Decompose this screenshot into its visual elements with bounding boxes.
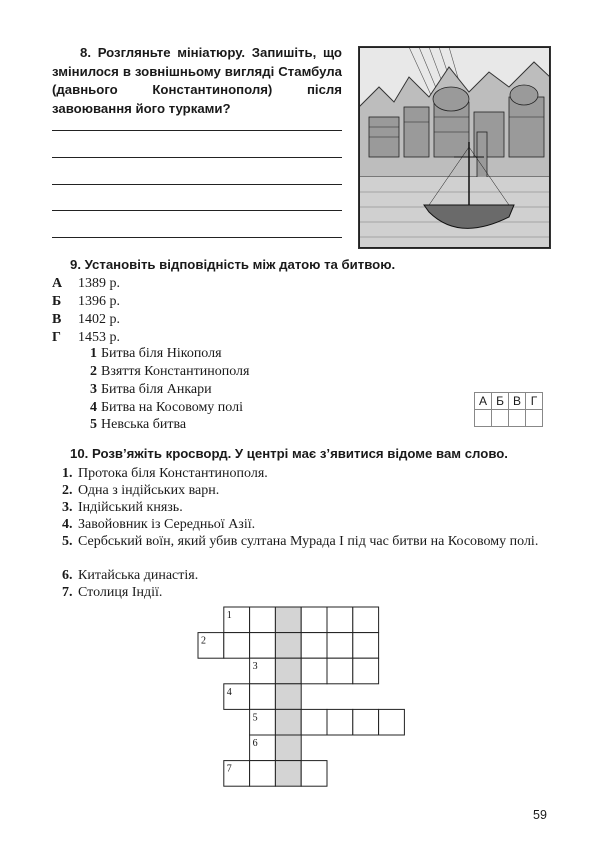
crossword-row-number: 4 — [226, 686, 232, 698]
crossword-cell[interactable] — [379, 709, 405, 735]
crossword-row-number: 2 — [201, 635, 206, 647]
crossword-cell[interactable] — [353, 607, 379, 633]
clue-number: 4. — [62, 517, 73, 532]
task-8-question: Розгляньте мініатюру. Запишіть, що змінилося в зовнішньому вигляді Стамбула (давнього Константинополя) після завоювання його турками? — [52, 45, 342, 116]
crossword-cell[interactable] — [250, 761, 276, 787]
crossword-cell[interactable] — [250, 607, 276, 633]
crossword-key-cell[interactable] — [275, 658, 301, 684]
crossword-cell[interactable] — [353, 658, 379, 684]
crossword-cell[interactable] — [327, 658, 353, 684]
battle-text: Битва біля Нікополя — [101, 346, 222, 361]
crossword-cell[interactable] — [250, 633, 276, 659]
date-value: 1453 р. — [78, 330, 120, 345]
answer-header: Б — [492, 393, 509, 410]
crossword-cell[interactable] — [327, 709, 353, 735]
date-value: 1389 р. — [78, 276, 120, 291]
crossword-cell[interactable] — [327, 607, 353, 633]
battle-text: Невська битва — [101, 417, 187, 432]
clue-text: Сербський воїн, який убив султана Мурада I під час битви на Косовому полі. — [78, 534, 539, 549]
crossword-cell[interactable] — [301, 633, 327, 659]
clue-number: 6. — [62, 568, 73, 583]
answer-header: Г — [526, 393, 543, 410]
battle-text: Битва на Косовому полі — [101, 400, 243, 415]
battle-text: Взяття Константинополя — [101, 364, 250, 379]
crossword-cell[interactable] — [301, 607, 327, 633]
clue-text: Протока біля Константинополя. — [78, 466, 268, 481]
task-8-number: 8. — [80, 45, 91, 60]
crossword-cell[interactable] — [301, 709, 327, 735]
clue-number: 2. — [62, 483, 73, 498]
crossword-key-cell[interactable] — [275, 684, 301, 710]
crossword-row-number: 6 — [252, 738, 258, 749]
battle-number: 5 — [90, 417, 97, 432]
task-10-title: 10. Розв’яжіть кросворд. У центрі має з’явитися відоме вам слово. — [70, 446, 508, 461]
crossword-key-cell[interactable] — [275, 761, 301, 787]
crossword-row-number: 7 — [226, 763, 232, 775]
crossword-cell[interactable] — [353, 709, 379, 735]
date-letter: Б — [52, 294, 62, 309]
battle-number: 2 — [90, 364, 97, 379]
crossword-cell[interactable] — [224, 633, 250, 659]
crossword-cell[interactable] — [353, 633, 379, 659]
crossword-cell[interactable] — [301, 761, 327, 787]
crossword-row-number: 3 — [252, 661, 258, 673]
battle-text: Битва біля Анкари — [101, 382, 212, 397]
crossword-cell[interactable] — [327, 633, 353, 659]
clue-text: Столиця Індії. — [78, 585, 163, 600]
date-value: 1402 р. — [78, 312, 120, 327]
clue-number: 5. — [62, 534, 73, 549]
clue-text: Індійський князь. — [78, 500, 183, 515]
page-number: 59 — [533, 808, 547, 822]
clue-number: 1. — [62, 466, 73, 481]
crossword-key-cell[interactable] — [275, 633, 301, 659]
clue-number: 7. — [62, 585, 73, 600]
date-letter: А — [52, 276, 63, 291]
answer-header: В — [509, 393, 526, 410]
battle-number: 4 — [90, 400, 97, 415]
crossword-row-number: 5 — [252, 712, 258, 724]
clue-text: Китайська династія. — [78, 568, 199, 583]
crossword-row-number: 1 — [226, 610, 232, 621]
crossword-key-cell[interactable] — [275, 607, 301, 633]
answer-header: А — [475, 393, 492, 410]
clue-text: Завойовник із Середньої Азії. — [78, 517, 256, 532]
clue-number: 3. — [62, 500, 73, 515]
battle-number: 1 — [90, 346, 97, 361]
crossword-cell[interactable] — [301, 658, 327, 684]
battle-number: 3 — [90, 382, 97, 397]
clue-text: Одна з індійських варн. — [78, 483, 220, 498]
task-9-title: 9. Установіть відповідність між датою та битвою. — [70, 257, 396, 272]
crossword-cell[interactable] — [250, 684, 276, 710]
date-letter: Г — [52, 330, 61, 345]
date-value: 1396 р. — [78, 294, 120, 309]
crossword-key-cell[interactable] — [275, 735, 301, 761]
crossword-key-cell[interactable] — [275, 709, 301, 735]
date-letter: В — [52, 312, 62, 327]
